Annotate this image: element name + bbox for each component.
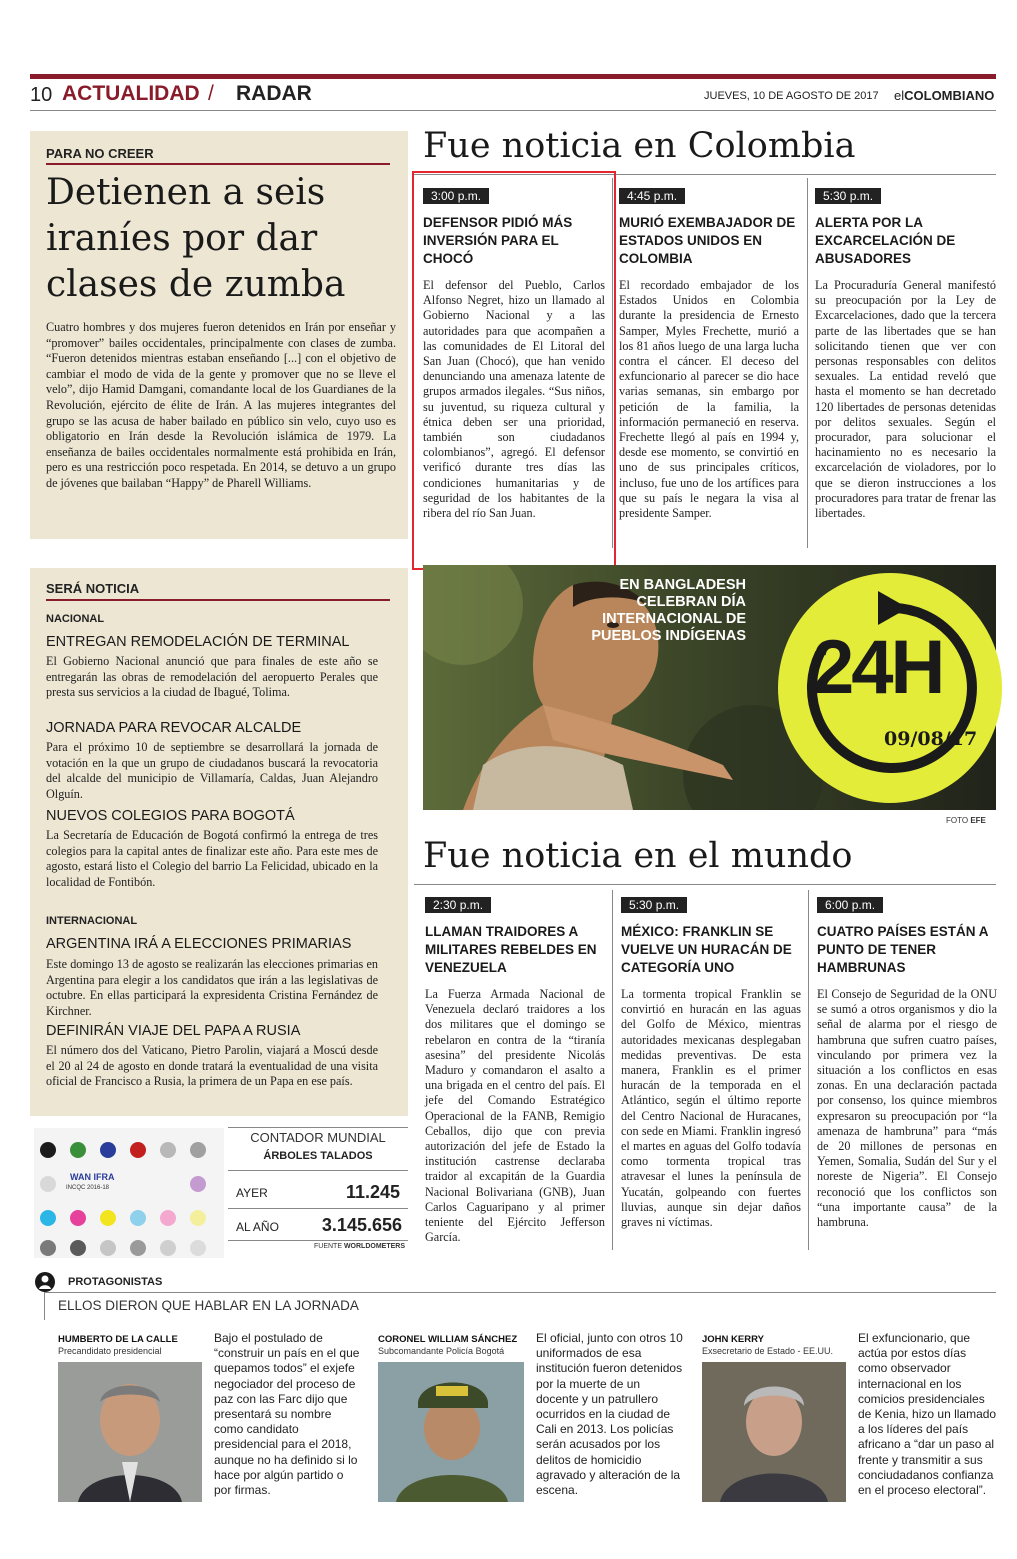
issue-date: JUEVES, 10 DE AGOSTO DE 2017	[704, 90, 879, 102]
protagonist-text: El exfuncionario, que actúa por estos días como observador internacional en los comicios presidenciales de Kenia, hizo un llamado a los líderes del país africano a “dar un paso al frente y transmitir a sus conciudadanos confianza en el proceso electoral”.	[858, 1331, 997, 1498]
photo-credit-source: EFE	[970, 816, 986, 825]
nacional-label: NACIONAL	[46, 613, 105, 625]
column-rule	[807, 178, 808, 548]
brief-body: Este domingo 13 de agosto se realizarán las elecciones primarias en Argentina para elegir a los candidatos que irán a las legislativas de octubre. En ellas participará la expresidenta Cristina Fernández de Kirchner.	[46, 957, 378, 1018]
caption-line: EN BANGLADESH	[619, 577, 746, 593]
news-headline: ALERTA POR LA EXCARCELACIÓN DE ABUSADORES	[815, 215, 956, 266]
protagonist-role: Precandidato presidencial	[58, 1346, 162, 1356]
section-name: ACTUALIDAD	[62, 82, 200, 105]
internacional-label: INTERNACIONAL	[46, 915, 138, 927]
banner-caption	[560, 577, 746, 645]
protagonistas-subtitle: ELLOS DIERON QUE HABLAR EN LA JORNADA	[58, 1298, 359, 1313]
24h-label: 24H	[812, 625, 943, 710]
sera-noticia-kicker: SERÁ NOTICIA	[46, 581, 140, 596]
color-registration-bar	[34, 1128, 224, 1258]
para-no-creer-kicker: PARA NO CREER	[46, 146, 154, 161]
photo-credit-label: FOTO	[946, 816, 969, 825]
section-rule	[414, 884, 996, 885]
time-badge: 6:00 p.m.	[817, 897, 883, 913]
caption-line: CELEBRAN DÍA	[636, 594, 746, 610]
news-headline: MURIÓ EXEMBAJADOR DE ESTADOS UNIDOS EN COLOMBIA	[619, 215, 796, 266]
brief-heading: JORNADA PARA REVOCAR ALCALDE	[46, 720, 302, 736]
counter-source	[314, 1243, 405, 1250]
brand-logo	[894, 88, 994, 103]
protagonist-photo	[702, 1362, 846, 1502]
brief-heading: NUEVOS COLEGIOS PARA BOGOTÁ	[46, 808, 295, 824]
protagonist-role: Exsecretario de Estado - EE.UU.	[702, 1346, 834, 1356]
protagonist-name: HUMBERTO DE LA CALLE	[58, 1334, 178, 1345]
news-headline: LLAMAN TRAIDORES A MILITARES REBELDES EN VENEZUELA	[425, 924, 597, 975]
brief-body: El número dos del Vaticano, Pietro Parolin, viajará a Moscú desde el 20 al 24 de agosto en donde tratará la eventualidad de una visita oficial de Francisco a Rusia, la primera de un Papa en ese país.	[46, 1043, 378, 1089]
protagonistas-kicker: PROTAGONISTAS	[68, 1276, 163, 1288]
protagonist-name: CORONEL WILLIAM SÁNCHEZ	[378, 1334, 518, 1345]
counter-value-anio: 3.145.656	[321, 1215, 402, 1235]
kicker-rule	[46, 599, 390, 601]
news-headline: DEFENSOR PIDIÓ MÁS INVERSIÓN PARA EL CHOCÓ	[423, 215, 573, 266]
wan-ifra-sub: INCQC 2016-18	[66, 1185, 110, 1191]
news-body: El recordado embajador de los Estados Unidos en Colombia durante la presidencia de Ernesto Samper, Myles Frechette, murió a los 81 años luego de una larga lucha contra el cáncer. El deceso del exfuncionario al parecer se dio hace varias semanas, sin embargo por petición de la familia, la información permaneció en reserva. Frechette llegó al país en 1994 y, desde ese momento, se convirtió en uno de sus principales críticos, incluso, fue uno de los artífices para que su país le negara la visa al presidente Samper.	[619, 278, 799, 521]
counter-label-ayer: AYER	[236, 1186, 268, 1200]
counter-value-ayer: 11.245	[345, 1182, 400, 1202]
counter-rule	[228, 1170, 408, 1171]
news-body: El defensor del Pueblo, Carlos Alfonso Negret, hizo un llamado al Gobierno Nacional y a las autoridades para que acompañen a las comunidades de El Litoral del San Juan (Chocó), que han venido denunciando una amenaza latente de grupos armados ilegales. “Sus niños, su juventud, su riqueza cultural y étnica deben ser una prioridad, también son ciudadanos colombianos”, agregó. El defensor verificó durante tres días las condiciones humanitarias y de seguridad de los habitantes de la ribera del río San Juan.	[423, 278, 605, 521]
brief-heading: DEFINIRÁN VIAJE DEL PAPA A RUSIA	[46, 1023, 301, 1039]
protagonistas-rule	[44, 1292, 45, 1320]
counter-rule	[228, 1208, 408, 1209]
wan-ifra-logo: WAN IFRA	[70, 1172, 115, 1182]
time-badge: 5:30 p.m.	[621, 897, 687, 913]
protagonistas-rule	[44, 1292, 996, 1293]
section-separator: /	[208, 82, 214, 105]
subsection-name: RADAR	[236, 82, 312, 105]
counter-subtitle: ÁRBOLES TALADOS	[263, 1150, 373, 1162]
counter-rule	[228, 1240, 408, 1241]
counter-title: CONTADOR MUNDIAL	[250, 1130, 386, 1145]
brief-body: La Secretaría de Educación de Bogotá confirmó la entrega de tres colegios para la capital antes de finalizar este año. Para este mes de agosto, estará listo el Colegio del barrio La Felicidad, ubicado en la localidad de Fontibón.	[46, 828, 378, 889]
brief-body: Para el próximo 10 de septiembre se desarrollará la jornada de votación en la que un grupo de ciudadanos buscará la revocatoria del alcalde del municipio de Villamaría, Caldas, Juan Alejandro Olguín.	[46, 740, 378, 801]
time-badge: 3:00 p.m.	[423, 188, 489, 204]
header-top-bar	[30, 74, 996, 79]
headline-line: iraníes por dar	[46, 218, 318, 259]
news-body: La tormenta tropical Franklin se convirtió en huracán en las aguas del Golfo de México, mientras autoridades mexicanas desplegaban medidas preventivas. De esta manera, Franklin es el primer huracán de la temporada en el Atlántico, según el último reporte del Centro Nacional de Huracanes, con sede en Miami. Franklin ingresó el martes en aguas del Golfo todavía como tormenta tropical tras atravesar el lunes la península de Yucatán, golpeando con fuertes lluvias, aunque sin dejar daños graves ni víctimas.	[621, 987, 801, 1230]
mundo-section-title: Fue noticia en el mundo	[423, 836, 853, 876]
article-headline	[46, 170, 386, 308]
column-rule	[808, 890, 809, 1250]
page-number: 10	[30, 84, 53, 106]
headline-line: Detienen a seis	[46, 172, 326, 213]
counter-rule	[228, 1127, 408, 1128]
article-body: Cuatro hombres y dos mujeres fueron detenidos en Irán por enseñar y “promover” bailes occidentales, principalmente con clases de zumba. “Fueron detenidos mientras estaban enseñando [...] con el objetivo de cambiar el modo de vida de la gente y promover que no se lleve el velo”, dijo Hamid Damgani, comandante local de los Guardianes de la Revolución, ejército de élite de Irán. A las mujeres integrantes del grupo se las acusa de haber bailado en público sin velo, cuyo uso es obligatorio en Irán desde la Revolución islámica de 1979. La enseñanza de bailes occidentales normalmente está prohibida en Irán, pero es una restricción poco respetada. En 2014, se detuvo a un grupo de jóvenes que bailaban “Happy” de Pharell Williams.	[46, 320, 396, 490]
time-badge: 2:30 p.m.	[425, 897, 491, 913]
protagonist-name: JOHN KERRY	[702, 1334, 764, 1345]
protagonist-photo	[58, 1362, 202, 1502]
column-rule	[612, 178, 613, 548]
protagonist-text: Bajo el postulado de “construir un país en el que quepamos todos” el exjefe negociador del proceso de paz con las Farc dijo que presentará su nombre como candidato presidencial para el 2018, aunque no ha definido si lo hace por algún partido o por firmas.	[214, 1331, 360, 1498]
time-badge: 4:45 p.m.	[619, 188, 685, 204]
protagonist-photo	[378, 1362, 524, 1502]
news-body: El Consejo de Seguridad de la ONU se sumó a otros organismos y dio la señal de alarma por el riesgo de hambruna que sufren cuatro países, vinculando por primera vez la situación a los conflictos en esas zonas. En una declaración pactada por consenso, los quince miembros expresaron su preocupación por “la amenaza de hambruna” para “más de 20 millones de personas en Yemen, Somalia, Sudán del Sur y el noreste de Nigeria”. El Consejo reconoció que los conflictos son “una importante causa” de la hambruna.	[817, 987, 997, 1230]
brief-body: El Gobierno Nacional anunció que para finales de este año se entregarán las obras de remodelación del aeropuerto Perales que presta sus servicios a la ciudad de Ibagué, Tolima.	[46, 654, 378, 700]
protagonist-role: Subcomandante Policía Bogotá	[378, 1346, 505, 1356]
brief-heading: ENTREGAN REMODELACIÓN DE TERMINAL	[46, 634, 350, 650]
kicker-rule	[46, 163, 390, 165]
news-body: La Procuraduría General manifestó su preocupación por la Ley de Excarcelaciones, dado que la tercera parte de las libertades que se han solicitando tienen que ver con personas responsables con delitos sexuales. La entidad reveló que hasta el momento se han decretado 120 libertades de personas detenidas por delitos sexuales. Según el procurador, para solucionar el hacinamiento no es necesario la excarcelación de violadores, por lo que se dieron instrucciones a los procuradores para tratar de frenar las libertades.	[815, 278, 996, 521]
photo-credit	[946, 816, 986, 825]
counter-source-label: FUENTE	[314, 1243, 342, 1250]
time-badge: 5:30 p.m.	[815, 188, 881, 204]
caption-line: INTERNACIONAL DE	[602, 611, 746, 627]
column-rule	[612, 890, 613, 1250]
headline-line: clases de zumba	[46, 264, 346, 305]
news-headline: MÉXICO: FRANKLIN SE VUELVE UN HURACÁN DE CATEGORÍA UNO	[621, 924, 792, 975]
header-rule	[30, 110, 996, 111]
news-body: La Fuerza Armada Nacional de Venezuela declaró traidores a los dos militares que el domingo se rebelaron en contra de la “tiranía asesina” del presidente Nicolás Maduro y comandaron el asalto a una brigada en el centro del país. El jefe del Comando Estratégico Operacional de la FANB, Remigio Ceballos, dijo que con previa autorización del jefe de Estado la institución castrense declaraba traidor al excapitán de la Guardia Nacional Bolivariana (GNB), Juan Carlos Caguaripano y al primer teniente del Ejército Jefferson García.	[425, 987, 605, 1245]
counter-source-name: WORLDOMETERS	[343, 1243, 406, 1250]
brief-heading: ARGENTINA IRÁ A ELECCIONES PRIMARIAS	[46, 936, 352, 952]
person-icon	[34, 1271, 56, 1293]
brand-name: COLOMBIANO	[904, 88, 995, 103]
caption-line: PUEBLOS INDÍGENAS	[591, 628, 746, 644]
protagonist-text: El oficial, junto con otros 10 uniformados de esa institución fueron detenidos por la muerte de un docente y un patrullero ocurridos en la ciudad de Cali en 2013. Los policías serán acusados por los delitos de homicidio agravado y alteración de la escena.	[536, 1331, 683, 1498]
badge-date: 09/08/17	[884, 728, 978, 750]
counter-label-anio: AL AÑO	[236, 1220, 279, 1234]
brand-prefix: el	[894, 88, 905, 103]
news-headline: CUATRO PAÍSES ESTÁN A PUNTO DE TENER HAMBRUNAS	[817, 924, 989, 975]
colombia-section-title: Fue noticia en Colombia	[423, 126, 856, 166]
